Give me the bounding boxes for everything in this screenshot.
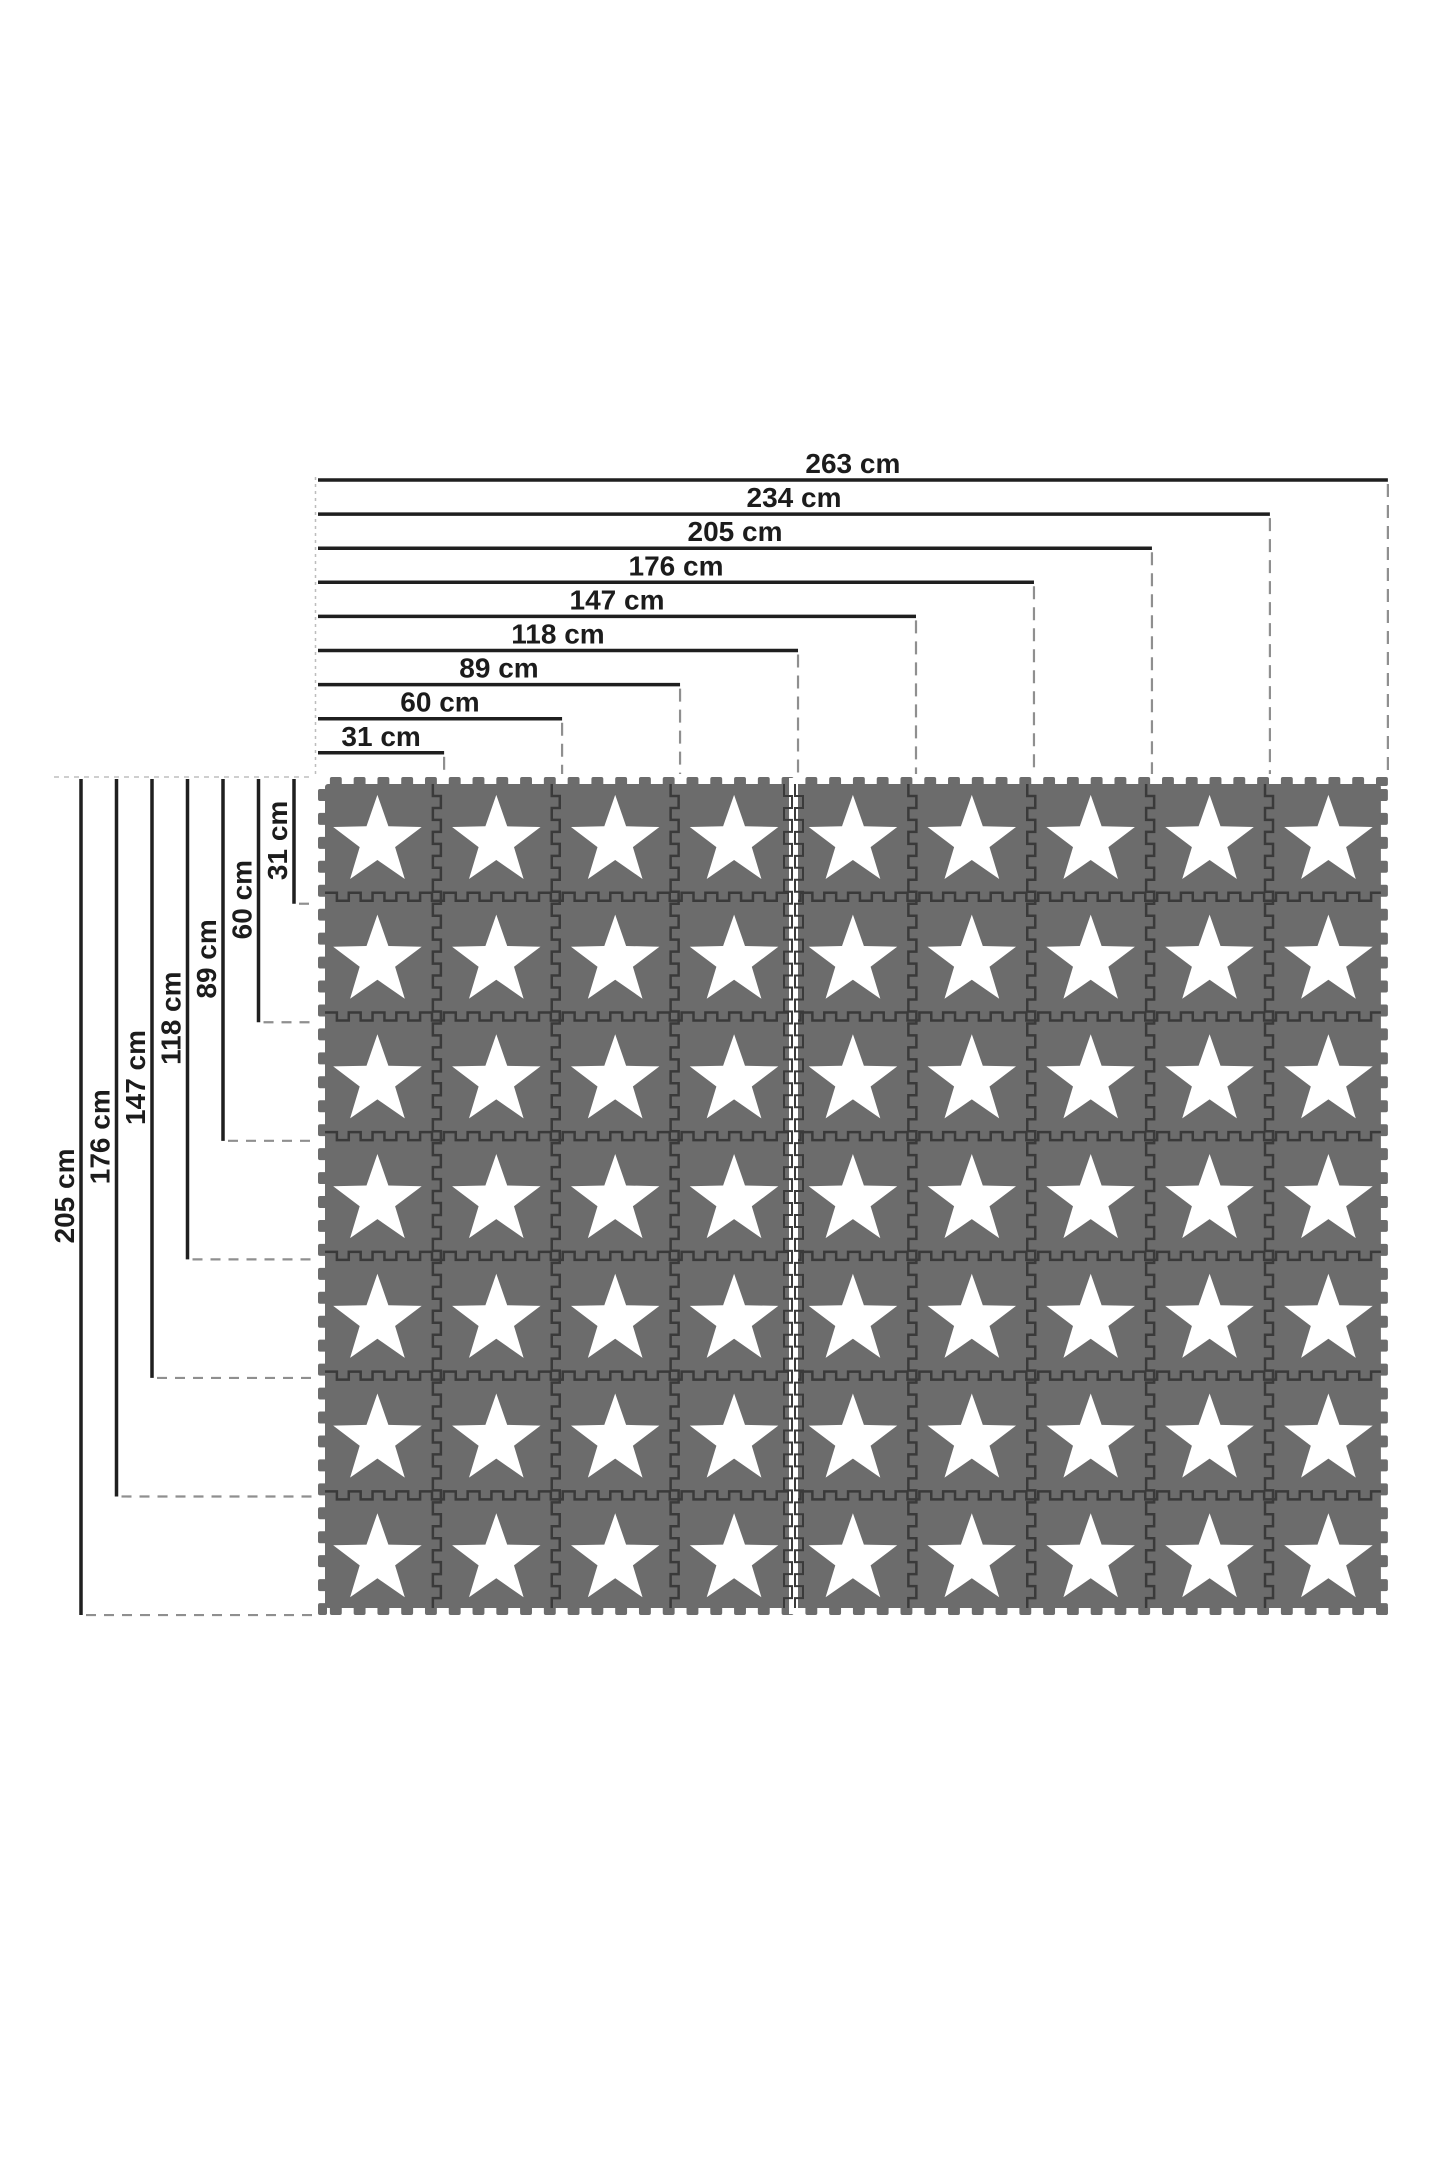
mat-edge-tab — [1379, 1507, 1388, 1519]
mat-edge-tab — [318, 837, 327, 849]
mat-edge-tab — [1091, 777, 1103, 786]
mat-edge-tab — [1379, 1412, 1388, 1424]
mat-edge-tab — [1067, 1606, 1079, 1615]
mat-edge-tab — [1379, 1579, 1388, 1591]
mat-edge-tab — [520, 1606, 532, 1615]
mat-edge-tab — [318, 1555, 327, 1567]
top-dimension-label-31: 31 cm — [341, 720, 421, 752]
mat-edge-tab — [1379, 933, 1388, 945]
mat-edge-tab — [354, 1606, 366, 1615]
mat-edge-tab — [687, 1606, 699, 1615]
mat-edge-tab — [520, 777, 532, 786]
top-dimensions — [318, 448, 1388, 774]
mat-edge-tab — [1379, 1316, 1388, 1328]
mat-edge-tab — [1379, 813, 1388, 825]
mat-edge-tab — [318, 789, 327, 801]
top-dimension-label-147: 147 cm — [569, 584, 665, 616]
mat-edge-tab — [829, 777, 841, 786]
mat-edge-tab — [1233, 1606, 1245, 1615]
mat-edge-tab — [318, 1364, 327, 1376]
mat-edge-tab — [318, 1124, 327, 1136]
mat-edge-tab — [1379, 1603, 1388, 1615]
mat-edge-tab — [1379, 1388, 1388, 1400]
mat-edge-tab — [1328, 777, 1340, 786]
mat-edge-tab — [1379, 1531, 1388, 1543]
top-dimension-label-176: 176 cm — [628, 550, 724, 582]
mat-edge-tab — [853, 777, 865, 786]
mat-edge-tab — [1379, 981, 1388, 993]
mat-edge-tab — [829, 1606, 841, 1615]
mat-edge-tab — [1379, 1076, 1388, 1088]
mat-edge-tab — [377, 777, 389, 786]
mat-edge-tab — [1379, 1364, 1388, 1376]
mat-edge-tab — [318, 1196, 327, 1208]
mat-edge-tab — [496, 1606, 508, 1615]
mat-edge-tab — [1138, 777, 1150, 786]
mat-edge-tab — [924, 1606, 936, 1615]
mat-edge-tab — [1257, 777, 1269, 786]
mat-edge-tab — [496, 777, 508, 786]
mat-edge-tab — [972, 1606, 984, 1615]
mat-edge-tab — [1379, 1196, 1388, 1208]
mat-edge-tab — [318, 957, 327, 969]
mat-edge-tab — [734, 777, 746, 786]
mat-edge-tab — [1162, 1606, 1174, 1615]
left-dimension-label-31: 31 cm — [262, 800, 293, 881]
mat-edge-tab — [591, 1606, 603, 1615]
mat-edge-tab — [318, 1100, 327, 1112]
mat-edge-tab — [318, 1459, 327, 1471]
mat-edge-tab — [900, 777, 912, 786]
mat-edge-tab — [318, 1316, 327, 1328]
mat-edge-tab — [972, 777, 984, 786]
top-dimension-label-118: 118 cm — [511, 618, 605, 650]
mat-edge-tab — [1257, 1606, 1269, 1615]
top-dimension-label-234: 234 cm — [746, 482, 842, 514]
mat-edge-tab — [1379, 1028, 1388, 1040]
mat-edge-tab — [318, 981, 327, 993]
mat-edge-tab — [1281, 1606, 1293, 1615]
mat-edge-tab — [1379, 1172, 1388, 1184]
mat-edge-tab — [318, 1340, 327, 1352]
mat-edge-tab — [377, 1606, 389, 1615]
mat-edge-tab — [449, 777, 461, 786]
play-mat — [318, 777, 1388, 1615]
mat-edge-tab — [318, 1531, 327, 1543]
mat-edge-tab — [663, 1606, 675, 1615]
top-dimension-label-60: 60 cm — [400, 686, 480, 718]
top-dimension-label-205: 205 cm — [687, 516, 783, 548]
mat-edge-tab — [318, 1292, 327, 1304]
mat-edge-tab — [318, 1412, 327, 1424]
mat-edge-tab — [1305, 777, 1317, 786]
mat-edge-tab — [473, 1606, 485, 1615]
mat-edge-tab — [1379, 1124, 1388, 1136]
mat-edge-tab — [663, 777, 675, 786]
mat-edge-tab — [996, 1606, 1008, 1615]
mat-edge-tab — [1114, 777, 1126, 786]
mat-edge-tab — [1379, 1268, 1388, 1280]
mat-edge-tab — [1379, 885, 1388, 897]
mat-edge-tab — [1379, 789, 1388, 801]
mat-edge-tab — [639, 1606, 651, 1615]
mat-edge-tab — [425, 1606, 437, 1615]
mat-edge-tab — [687, 777, 699, 786]
mat-edge-tab — [1379, 1220, 1388, 1232]
mat-edge-tab — [1091, 1606, 1103, 1615]
mat-edge-tab — [318, 1052, 327, 1064]
mat-edge-tab — [710, 1606, 722, 1615]
mat-edge-tab — [1379, 909, 1388, 921]
mat-edge-tab — [425, 777, 437, 786]
mat-edge-tab — [449, 1606, 461, 1615]
mat-edge-tab — [615, 777, 627, 786]
mat-edge-tab — [1328, 1606, 1340, 1615]
mat-edge-tab — [758, 777, 770, 786]
mat-edge-tab — [758, 1606, 770, 1615]
mat-edge-tab — [1233, 777, 1245, 786]
mat-edge-tab — [996, 777, 1008, 786]
mat-edge-tab — [1019, 1606, 1031, 1615]
mat-edge-tab — [1379, 1004, 1388, 1016]
mat-edge-tab — [318, 1388, 327, 1400]
mat-edge-tab — [473, 777, 485, 786]
mat-edge-tab — [318, 1148, 327, 1160]
mat-edge-tab — [318, 933, 327, 945]
mat-edge-tab — [318, 1220, 327, 1232]
mat-edge-tab — [318, 1483, 327, 1495]
mat-edge-tab — [1352, 777, 1364, 786]
left-dimension-label-205: 205 cm — [49, 1148, 80, 1244]
mat-edge-tab — [354, 777, 366, 786]
mat-edge-tab — [1379, 1244, 1388, 1256]
mat-edge-tab — [1379, 1340, 1388, 1352]
mat-edge-tab — [1019, 777, 1031, 786]
mat-edge-tab — [318, 1028, 327, 1040]
mat-edge-tab — [1281, 777, 1293, 786]
mat-edge-tab — [1379, 1292, 1388, 1304]
mat-edge-tab — [853, 1606, 865, 1615]
mat-edge-tab — [544, 777, 556, 786]
mat-edge-tab — [1352, 1606, 1364, 1615]
mat-edge-tab — [318, 1172, 327, 1184]
mat-edge-tab — [877, 1606, 889, 1615]
mat-edge-tab — [318, 1004, 327, 1016]
top-dimension-label-263: 263 cm — [805, 448, 901, 479]
mat-edge-tab — [318, 1076, 327, 1088]
mat-edge-tab — [877, 777, 889, 786]
mat-edge-tab — [401, 1606, 413, 1615]
mat-edge-tab — [1210, 777, 1222, 786]
mat-edge-tab — [568, 777, 580, 786]
mat-edge-tab — [591, 777, 603, 786]
mat-edge-tab — [1186, 1606, 1198, 1615]
mat-edge-tab — [1379, 861, 1388, 873]
left-dimension-label-176: 176 cm — [84, 1089, 116, 1185]
mat-edge-tab — [1210, 1606, 1222, 1615]
mat-edge-tab — [924, 777, 936, 786]
mat-edge-tab — [1379, 957, 1388, 969]
left-dimension-label-147: 147 cm — [120, 1029, 151, 1125]
mat-edge-tab — [318, 861, 327, 873]
mat-edge-tab — [1114, 1606, 1126, 1615]
mat-edge-tab — [1305, 1606, 1317, 1615]
left-dimension-label-60: 60 cm — [226, 859, 258, 940]
mat-edge-tab — [568, 1606, 580, 1615]
mat-edge-tab — [1376, 777, 1388, 786]
mat-edge-tab — [318, 1579, 327, 1591]
mat-edge-tab — [1043, 777, 1055, 786]
left-dimensions — [49, 779, 314, 1615]
mat-edge-tab — [710, 777, 722, 786]
reference-lines — [54, 477, 316, 777]
mat-edge-tab — [318, 1435, 327, 1447]
mat-edge-tab — [401, 777, 413, 786]
mat-edge-tab — [1379, 1435, 1388, 1447]
top-dimension-label-89: 89 cm — [459, 652, 539, 684]
mat-edge-tab — [948, 1606, 960, 1615]
mat-edge-tab — [318, 813, 327, 825]
mat-edge-tab — [318, 1507, 327, 1519]
mat-edge-tab — [1379, 1052, 1388, 1064]
mat-edge-tab — [734, 1606, 746, 1615]
mat-edge-tab — [1379, 1555, 1388, 1567]
mat-edge-tab — [318, 1244, 327, 1256]
mat-edge-tab — [639, 777, 651, 786]
mat-edge-tab — [544, 1606, 556, 1615]
mat-edge-tab — [615, 1606, 627, 1615]
mat-edge-tab — [318, 909, 327, 921]
left-dimension-label-118: 118 cm — [155, 971, 187, 1065]
mat-edge-tab — [1162, 777, 1174, 786]
mat-edge-tab — [1043, 1606, 1055, 1615]
mat-edge-tab — [318, 885, 327, 897]
mat-edge-tab — [1379, 1459, 1388, 1471]
mat-edge-tab — [948, 777, 960, 786]
mat-edge-tab — [1186, 777, 1198, 786]
mat-edge-tab — [318, 1603, 327, 1615]
mat-edge-tab — [1138, 1606, 1150, 1615]
mat-edge-tab — [805, 1606, 817, 1615]
mat-edge-tab — [900, 1606, 912, 1615]
left-dimension-label-89: 89 cm — [191, 919, 222, 999]
mat-edge-tab — [1379, 1100, 1388, 1112]
mat-edge-tab — [330, 777, 342, 786]
mat-edge-tab — [1379, 1148, 1388, 1160]
mat-edge-tab — [330, 1606, 342, 1615]
mat-edge-tab — [318, 1268, 327, 1280]
mat-edge-tab — [805, 777, 817, 786]
mat-edge-tab — [1067, 777, 1079, 786]
mat-edge-tab — [1379, 837, 1388, 849]
mat-edge-tab — [1379, 1483, 1388, 1495]
